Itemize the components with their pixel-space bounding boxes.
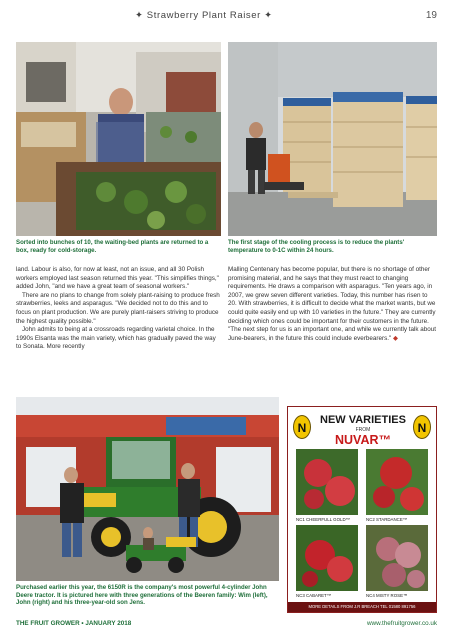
website-link[interactable]: www.thefruitgrower.co.uk xyxy=(367,620,437,627)
photo-cold-store xyxy=(228,42,437,236)
photo-caption: Sorted into bunches of 10, the waiting-bed plants are returned to a box, ready for cold-storage. xyxy=(16,239,209,254)
variety-label: NC2 STARDANCE™ xyxy=(366,517,408,522)
advert-from: FROM xyxy=(355,427,371,433)
photo-tractor-family xyxy=(16,397,279,581)
paragraph xyxy=(228,266,437,343)
photo-caption: Purchased earlier this year, the 6150R is the company's most powerful 4-cylinder John Deere tractor. It is pictured here with three generations of the Beeren family: Wim (left), John (right) and his three-year-old son Jens. xyxy=(16,584,268,607)
apple-image-nc1 xyxy=(296,449,358,515)
variety-label: NC1 CHEERFULL GOLD™ xyxy=(296,517,350,522)
article-column-1 xyxy=(16,266,221,352)
end-mark-icon: ◆ xyxy=(393,334,398,342)
paragraph: There are no plans to change from solely plant-raising to produce fresh strawberries, leeks and asparagus. "We decided not to do this and to focus on plant production. We are purely plant-raisers striving to produce the highest quality possible." xyxy=(16,291,220,325)
page-footer xyxy=(0,620,453,634)
variety-label: NC3 CABARET™ xyxy=(296,593,332,598)
section-title: ✦ Strawberry Plant Raiser ✦ xyxy=(135,10,273,21)
apple-image-nc2 xyxy=(366,449,428,515)
page-header xyxy=(0,10,453,26)
nuvar-badge-right: N xyxy=(413,415,431,439)
apple-image-nc3 xyxy=(296,525,358,591)
paragraph-text: Malling Centenary has become popular, but there is no shortage of other promising material, and he says that they must react to changing requirements. He draws a comparison with asparagus. "Ten years ago, in 2007, we grew seven different varieties. Today, this number has risen to 20. With strawberries, it is difficult to decide what the market wants, but we could quite easily end up with 10 varieties in the future." They are currently deciding which ones could be important for their customers in the future. "The next step for us is an important one, and while we currently talk about June-bearers, in the future this could include everbearers." xyxy=(228,266,437,342)
photo-worker-sorting xyxy=(16,42,221,236)
apple-image-nc4 xyxy=(366,525,428,591)
publication-issue: THE FRUIT GROWER • JANUARY 2018 xyxy=(16,620,132,627)
photo-caption: The first stage of the cooling process is to reduce the plants' temperature to 0-1C within 24 hours. xyxy=(228,239,405,254)
paragraph: land. Labour is also, for now at least, not an issue, and all 30 Polish workers employed last season returned this year. "This simplifies things," added John, "and we have a great team of seasonal workers." xyxy=(16,266,219,291)
advert-heading: NEW VARIETIES xyxy=(320,414,406,426)
advert-brand: NUVAR™ xyxy=(334,433,392,447)
paragraph: John admits to being at a crossroads regarding varietal choice. In the 1990s Elsanta was the main variety, which has gradually paved the way to Sonata. More recently xyxy=(16,326,216,351)
article-column-2 xyxy=(228,266,437,343)
page-number: 19 xyxy=(425,10,437,21)
nuvar-badge-left: N xyxy=(293,415,311,439)
advert-nuvar[interactable] xyxy=(287,406,437,613)
variety-label: NC4 MISTY ROSE™ xyxy=(366,593,408,598)
advert-contact: MORE DETAILS FROM J.R BREACH TEL 01580 891756 xyxy=(288,602,436,612)
